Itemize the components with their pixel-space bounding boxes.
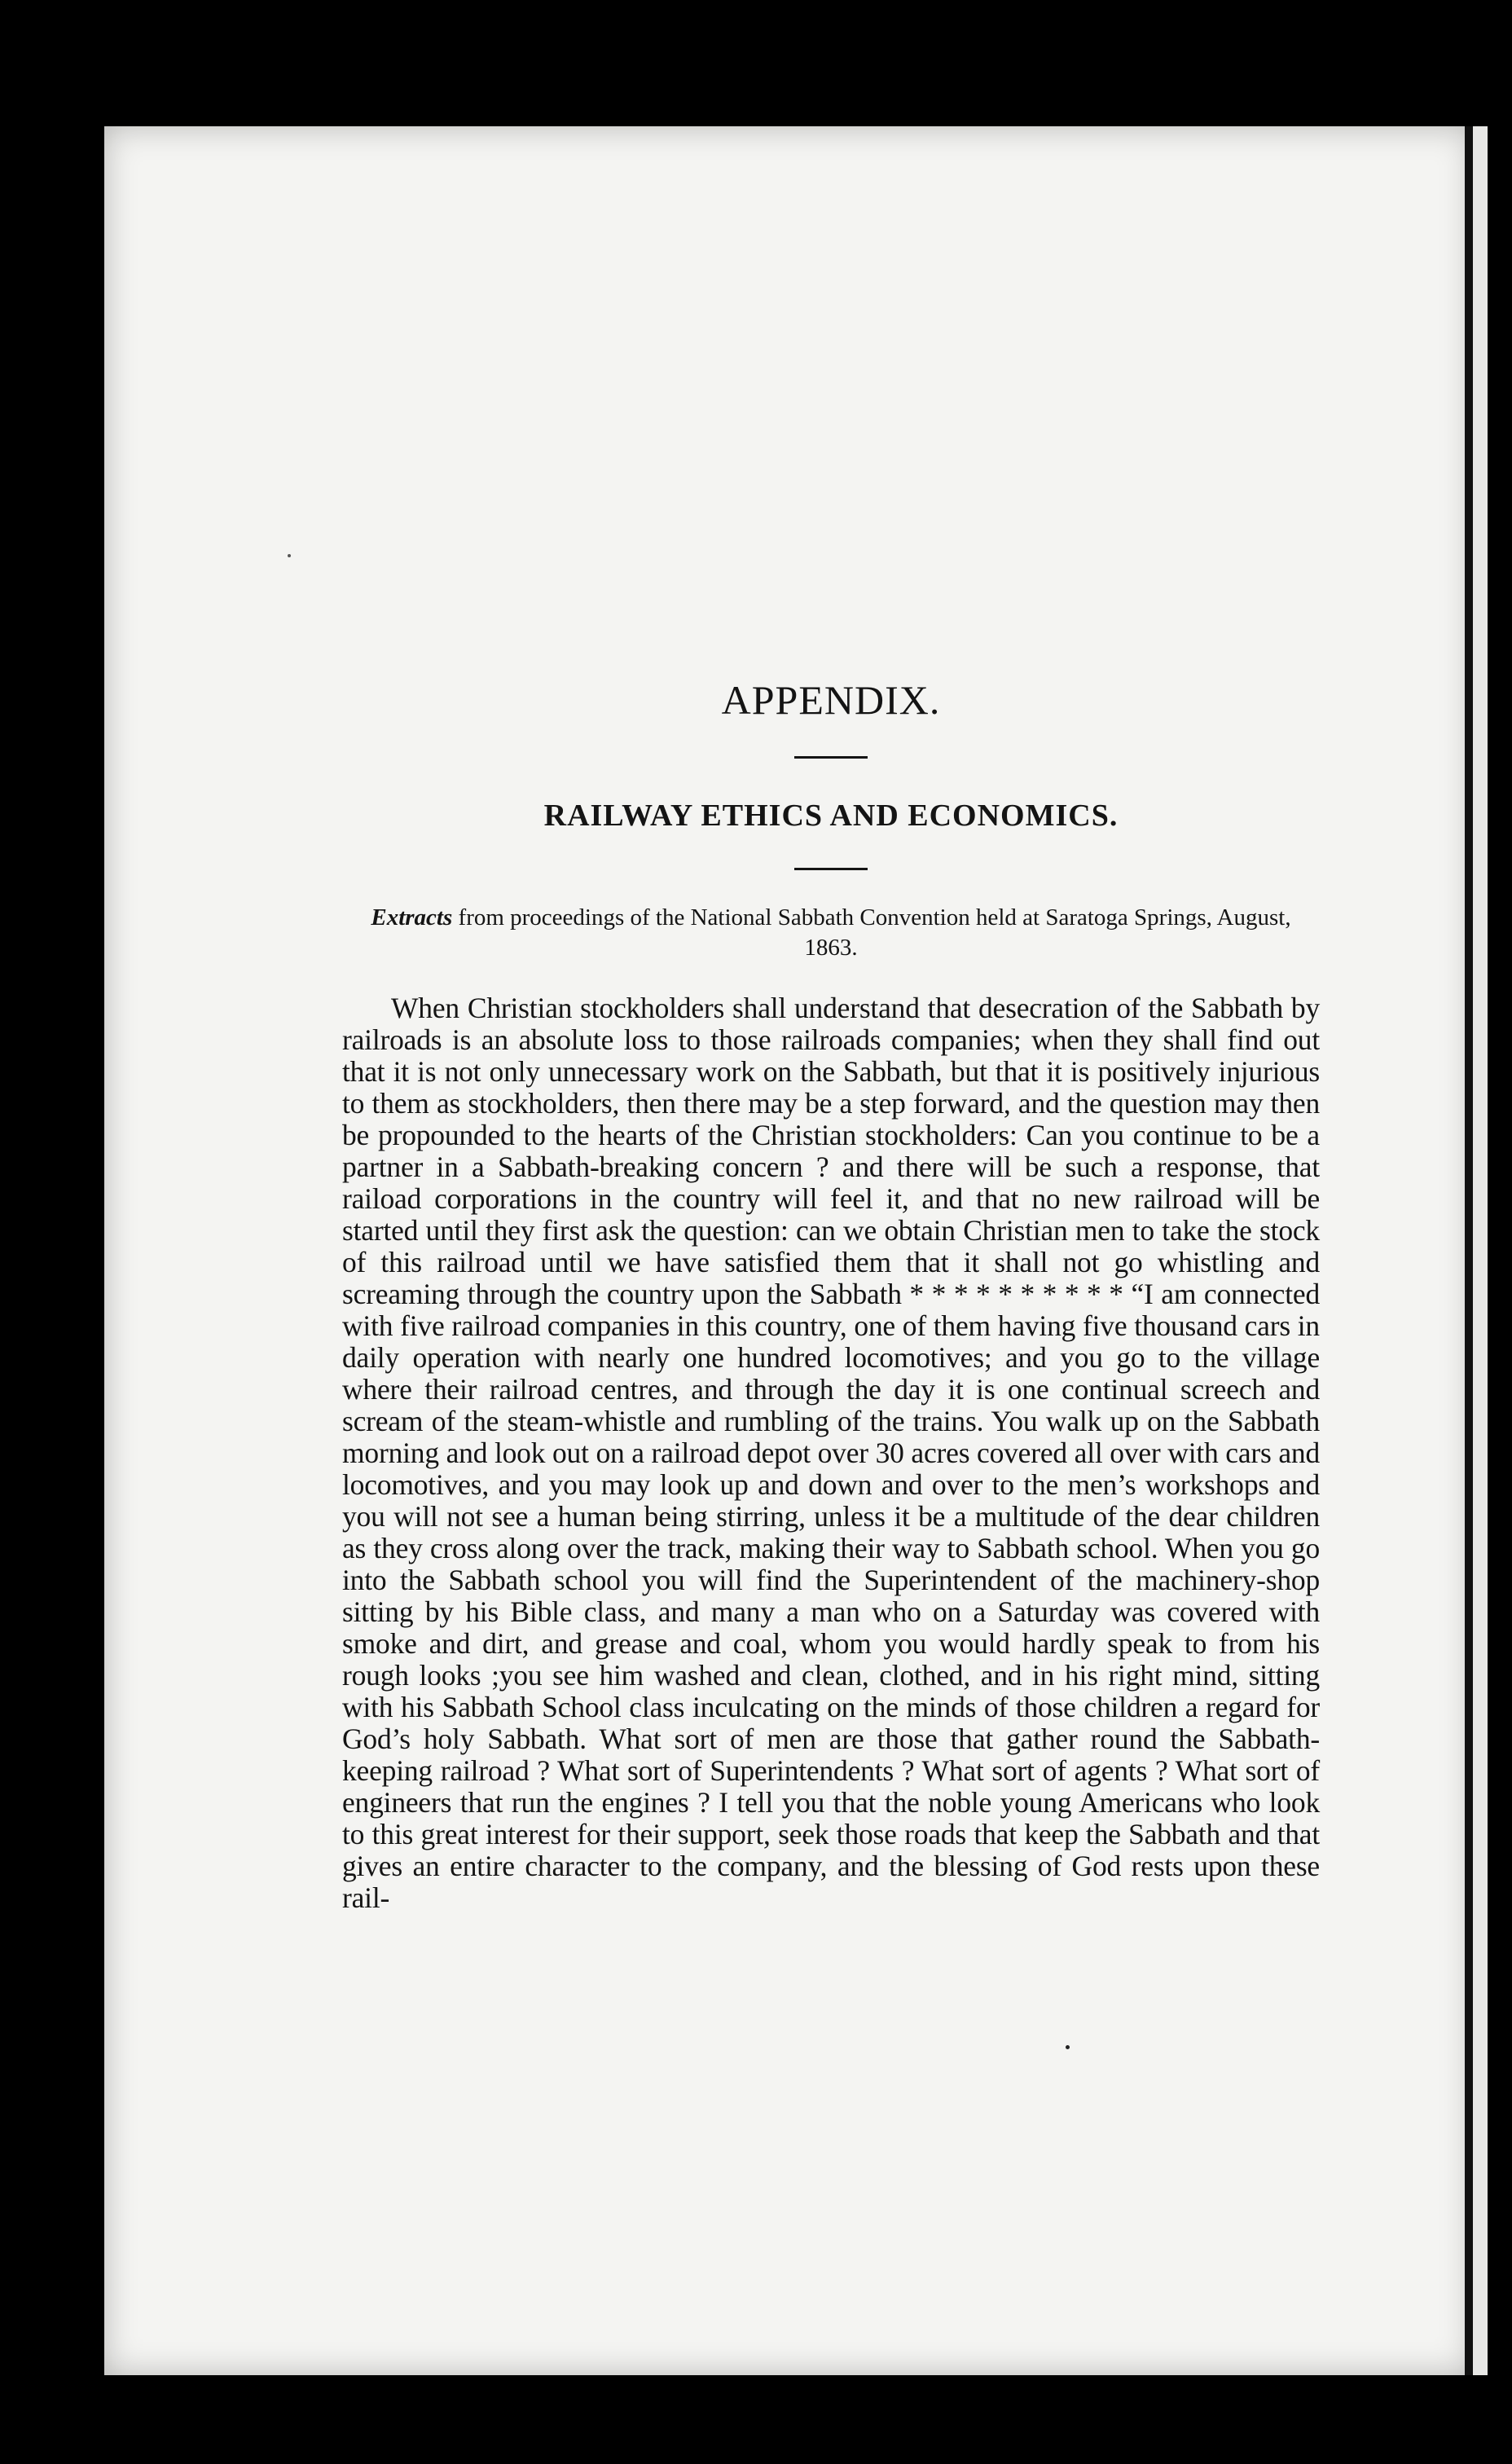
ink-speck	[1066, 2045, 1070, 2049]
appendix-heading: APPENDIX.	[721, 677, 941, 723]
extract-lead: Extracts	[371, 904, 453, 931]
ink-speck	[288, 554, 291, 557]
page-gutter	[1465, 126, 1473, 2375]
next-page-edge	[1473, 126, 1488, 2375]
section-divider	[794, 868, 868, 870]
extract-note	[342, 903, 1320, 963]
body-paragraph: When Christian stockholders shall understand that desecration of the Sabbath by railroads is an absolute loss to those railroads companies; when they shall find out that it is not only unnecessary work on the Sabbath, but that it is positively injurious to them as stockholders, then there may be a step forward, and the question may then be propounded to the hearts of the Christian stockholders: Can you continue to be a partner in a Sabbath-breaking concern ? and there will be such a response, that raiload corporations in the country will feel it, and that no new railroad will be started until they first ask the question: can we obtain Christian men to take the stock of this railroad until we have satisfied them that it shall not go whistling and screaming through the country upon the Sabbath * * * * * * * * * * “I am connected with five railroad companies in this country, one of them having five thousand cars in daily operation with nearly one hundred locomotives; and you go to the village where their railroad centres, and through the day it is one continual screech and scream of the steam-whistle and rumbling of the trains. You walk up on the Sabbath morning and look out on a railroad depot over 30 acres covered all over with cars and locomotives, and you may look up and down and over to the men’s workshops and you will not see a human being stirring, unless it be a multitude of the dear children as they cross along over the track, making their way to Sabbath school. When you go into the Sabbath school you will find the Superintendent of the machinery-shop sitting by his Bible class, and many a man who on a Saturday was covered with smoke and dirt, and grease and coal, whom you would hardly speak to from his rough looks ;you see him washed and clean, clothed, and in his right mind, sitting with his Sabbath School class inculcating on the minds of those children a regard for God’s holy Sabbath. What sort of men are those that gather round the Sabbath-keeping railroad ? What sort of Superintendents ? What sort of agents ? What sort of engineers that run the engines ? I tell you that the noble young Americans who look to this great interest for their support, seek those roads that keep the Sabbath and that gives an entire character to the company, and the blessing of God rests upon these rail-	[342, 992, 1320, 1914]
page-content	[342, 676, 1320, 1914]
extract-rest: from proceedings of the National Sabbath Convention held at Saratoga Springs, August, 1863.	[452, 904, 1291, 961]
section-title: RAILWAY ETHICS AND ECONOMICS.	[543, 799, 1119, 833]
heading-divider	[794, 756, 868, 759]
